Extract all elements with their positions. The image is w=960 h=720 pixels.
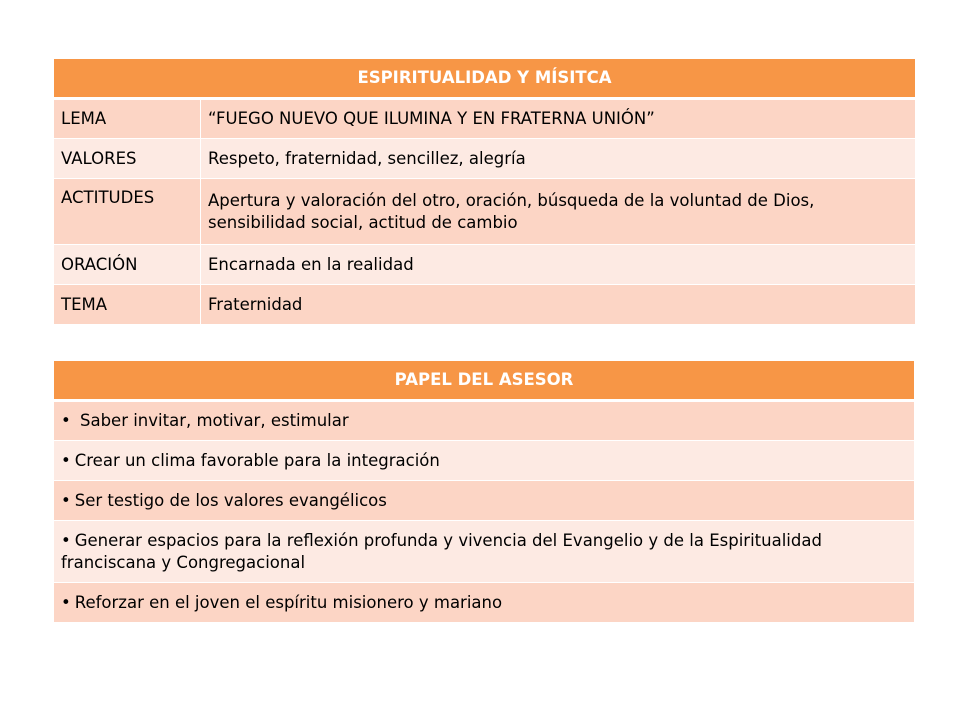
list-item bbox=[54, 481, 915, 521]
row-label-tema: TEMA bbox=[54, 285, 201, 325]
table-row bbox=[54, 285, 916, 325]
row-label-lema: LEMA bbox=[54, 99, 201, 139]
row-value-valores: Respeto, fraternidad, sencillez, alegría bbox=[201, 139, 916, 179]
table-row bbox=[54, 245, 916, 285]
row-value-oracion: Encarnada en la realidad bbox=[201, 245, 916, 285]
list-item bbox=[54, 401, 915, 441]
list-item bbox=[54, 583, 915, 623]
row-label-actitudes: ACTITUDES bbox=[54, 179, 201, 245]
row-value-tema: Fraternidad bbox=[201, 285, 916, 325]
row-value-actitudes: Apertura y valoración del otro, oración, búsqueda de la voluntad de Dios, sensibilidad social, actitud de cambio bbox=[201, 179, 916, 245]
list-item bbox=[54, 521, 915, 583]
advisor-table-title: PAPEL DEL ASESOR bbox=[54, 361, 915, 401]
spirituality-table bbox=[53, 58, 916, 325]
spirituality-table-title: ESPIRITUALIDAD Y MÍSITCA bbox=[54, 59, 916, 99]
row-label-oracion: ORACIÓN bbox=[54, 245, 201, 285]
table-row bbox=[54, 139, 916, 179]
bullet-item: • Saber invitar, motivar, estimular bbox=[61, 411, 349, 430]
bullet-item: • Ser testigo de los valores evangélicos bbox=[61, 491, 387, 510]
table-row bbox=[54, 179, 916, 245]
advisor-table bbox=[53, 360, 915, 623]
list-item bbox=[54, 441, 915, 481]
bullet-item: • Generar espacios para la reflexión profunda y vivencia del Evangelio y de la Espiritualidad franciscana y Congregacional bbox=[61, 531, 822, 572]
row-label-valores: VALORES bbox=[54, 139, 201, 179]
bullet-item: • Reforzar en el joven el espíritu misionero y mariano bbox=[61, 593, 502, 612]
bullet-item: • Crear un clima favorable para la integración bbox=[61, 451, 440, 470]
row-value-lema: “FUEGO NUEVO QUE ILUMINA Y EN FRATERNA UNIÓN” bbox=[201, 99, 916, 139]
table-row bbox=[54, 99, 916, 139]
